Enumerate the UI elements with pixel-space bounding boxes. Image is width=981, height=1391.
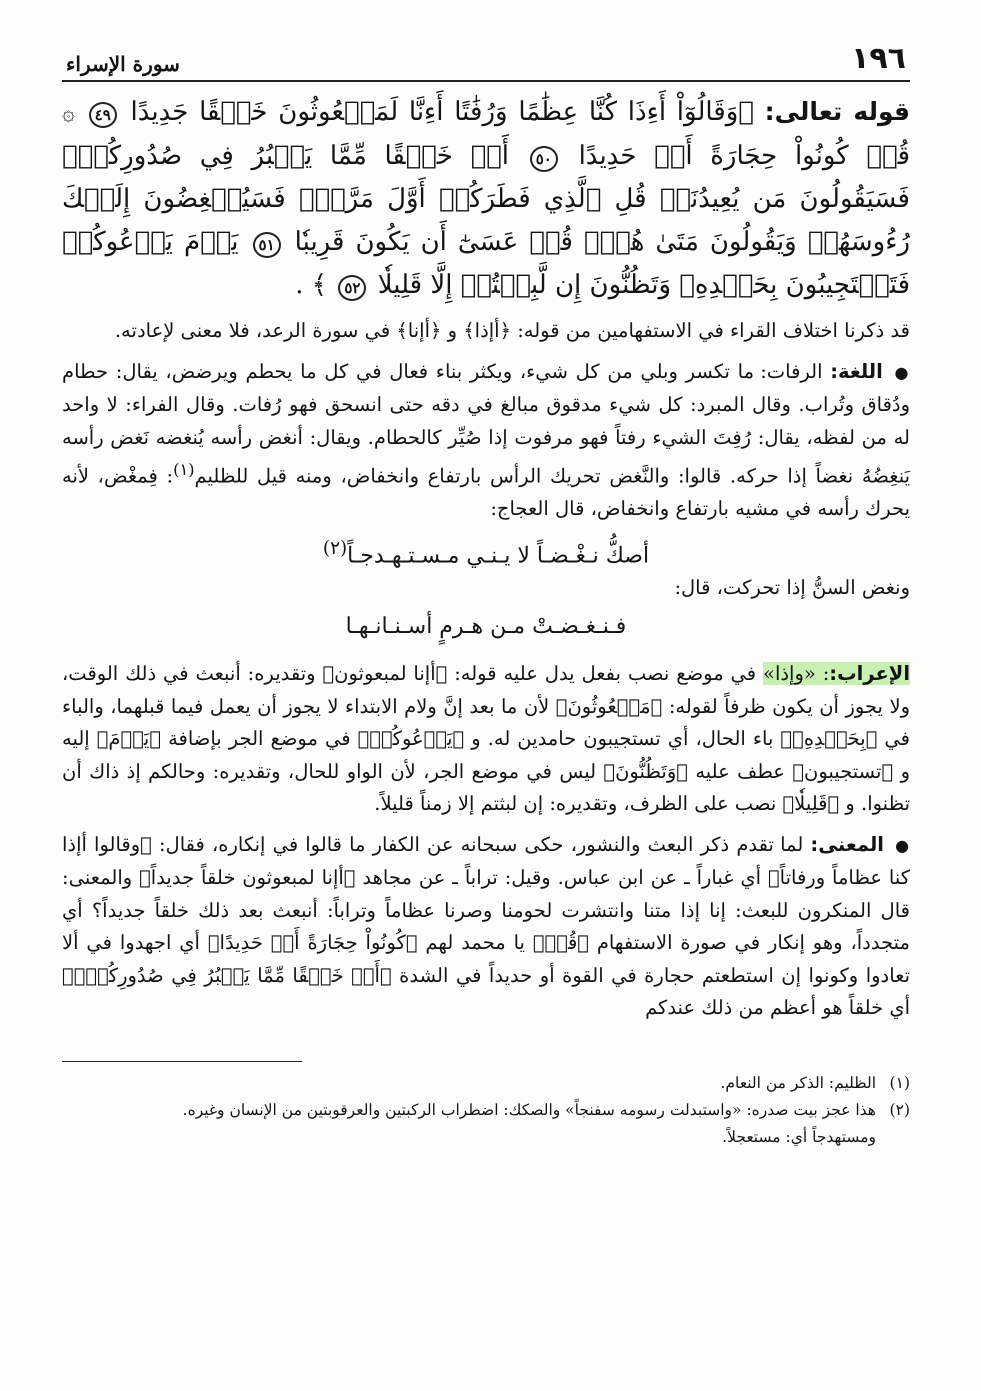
footnote-text: ومستهدجاً أي: مستعجلاً.: [722, 1127, 876, 1146]
quran-segment: أَوۡ خَلۡقًا مِّمَّا يَكۡبُرُ فِي صُدُورِكُمۡۚ فَسَيَقُولُونَ مَن يُعِيدُنَاۖ قُلِ ٱلَّذِي فَطَرَكُمۡ أَوَّلَ مَرَّةٖۚ فَسَيُنۡغِضُونَ إِلَيۡكَ رُءُوسَهُمۡ وَيَقُولُونَ مَتَىٰ هُوَۖ قُلۡ عَسَىٰٓ أَن يَكُونَ قَرِيبٗا: [62, 141, 911, 257]
irab-text: في موضع نصب بفعل يدل عليه قوله: ﴿أإنا لمبعوثون﴾ وتقديره: أنبعث في ذلك الوقت، ولا يجوز أن يكون ظرفاً لقوله: ﴿مَبۡعُوثُونَ﴾ لأن ما بعد إنَّ ولام الابتداء لا يجوز أن يعمل فيما قبلهما، والباء في ﴿بِحَمۡدِهِۦ﴾ باء الحال، أي تستجيبون حامدين له. و ﴿يَدۡعُوكُمۡ﴾ في موضع الجر بإضافة ﴿يَوۡمَ﴾ إليه و ﴿تستجيبون﴾ عطف عليه ﴿وَتَظُنُّونَ﴾ ليس في موضع الجر، لأن الواو للحال، وتقديره: وحالكم إذ ذاك أن تظنوا. و ﴿قَلِيلٗا﴾ نصب على الظرف، وتقديره: إن لبثتم إلا زمناً قليلاً.: [62, 662, 910, 815]
quran-segment: يَوۡمَ يَدۡعُوكُمۡ فَتَسۡتَجِيبُونَ بِحَمۡدِهِۦ وَتَظُنُّونَ إِن لَّبِثۡتُمۡ إِلَّا قَلِيلٗا: [62, 227, 910, 300]
verse-text: أصكُّ نـغْـضـاً لا يـنـي مـسـتـهـدجـاً: [347, 542, 650, 568]
quran-segment: قُلۡ كُونُواْ حِجَارَةً أَوۡ حَدِيدًا: [578, 141, 910, 171]
page: [62, 30, 910, 1151]
footnote-ref[interactable]: (٢): [322, 537, 348, 559]
irab-highlight-text: : «وإذا»: [763, 662, 830, 685]
footnote-number: (٢): [889, 1100, 910, 1119]
bullet-icon: ●: [894, 362, 910, 382]
language-text-after: : فِمغْض، لأنه يحرك رأسه في مشيه بارتفاع وانخفاض، قال العجاج:: [62, 464, 910, 520]
verse-text: فـنـغـضـتْ مـن هـرمٍ أسـنـانـهـا: [345, 614, 627, 639]
language-label: اللغة:: [830, 359, 883, 383]
quran-lead: قوله تعالى:: [764, 97, 911, 126]
page-header: [62, 30, 910, 82]
quran-passage: [62, 90, 910, 307]
footnotes: [62, 1070, 910, 1151]
meaning-section: [62, 829, 910, 1025]
ayah-number: ٥٠: [530, 146, 558, 172]
star-icon: ۞: [62, 101, 75, 126]
language-section: [62, 356, 910, 526]
surah-title: سورة الإسراء: [66, 52, 180, 76]
footnote-number: (١): [889, 1073, 910, 1092]
quran-segment: ﴾ .: [295, 270, 328, 300]
footnote-text: هذا عجز بيت صدره: «واستبدلت رسومه سفنجاً» والصكك: اضطراب الركبتين والعرقوبتين من الإنسان وغيره.: [182, 1100, 876, 1119]
footnote-item: [62, 1124, 910, 1151]
footnote-item: [62, 1070, 910, 1097]
footnote-text: الظليم: الذكر من النعام.: [720, 1073, 876, 1092]
page-number: ١٩٦: [851, 41, 906, 76]
bullet-icon: ●: [895, 835, 910, 855]
quran-segment: ﴿وَقَالُوٓاْ أَءِذَا كُنَّا عِظَٰمًا وَرُفَٰتًا أَءِنَّا لَمَبۡعُوثُونَ خَلۡقًا جَدِيدًا: [130, 97, 754, 127]
ayah-number: ٥٢: [338, 275, 366, 301]
language-line-2: ونغض السنُّ إذا تحركت، قال:: [674, 575, 910, 599]
poetry-verse-2: [62, 604, 910, 650]
poetry-verse-1: [62, 526, 910, 572]
footnote-ref[interactable]: (١): [173, 460, 195, 479]
irab-highlight: [763, 662, 910, 685]
footnote-number: [876, 1124, 910, 1151]
footnote-item: [62, 1097, 910, 1124]
ayah-number: ٥١: [253, 232, 281, 258]
meaning-label: المعنى:: [810, 832, 884, 856]
language-text: الرفات: ما تكسر وبلي من كل شيء، ويكثر بناء فعال في كل ما يحطم ويرضض، يقال: حطام ودُقاق وتُراب. وقال المبرد: كل شيء مدقوق مبالغ في دقه حتى انسحق فهو رُفات. وقال الفراء: لا واحد له من لفظه، يقال: رُفِتَ الشيء رفتاً فهو مرفوت إذا صُيِّر كالحطام. ويقال: أنغض رأسه يُنغضه نَغض رأسه يَنغِضُهُ نغضاً إذا حركه. قالوا: والنَّغض تحريك الرأس بارتفاع وانخفاض، ومنه قيل للظليم: [62, 359, 910, 488]
meaning-text: لما تقدم ذكر البعث والنشور، حكى سبحانه عن الكفار ما قالوا في إنكاره، فقال: ﴿وقالوا أإذا كنا عظاماً ورفاتاً﴾ أي غباراً ـ عن ابن عباس. وقيل: تراباً ـ عن مجاهد ﴿أإنا لمبعوثون خلقاً جديداً﴾ والمعنى: قال المنكرون للبعث: إنا إذا متنا وانتشرت لحومنا وصرنا عظاماً وتراباً: أنبعث بعد ذلك خلقاً جديداً؟ أي متجدداً، وهو إنكار في صورة الاستفهام ﴿قُلۡ﴾ يا محمد لهم ﴿كُونُواْ حِجَارَةً أَوۡ حَدِيدًا﴾ أي اجهدوا في ألا تعادوا وكونوا إن استطعتم حجارة في القوة أو حديداً في الشدة ﴿أَوۡ خَلۡقًا مِّمَّا يَكۡبُرُ فِي صُدُورِكُمۡۚ﴾ أي خلقاً هو أعظم من ذلك عندكم: [62, 832, 910, 1019]
irab-section: [62, 658, 910, 821]
intro-paragraph: قد ذكرنا اختلاف القراء في الاستفهامين من قوله: ﴿أإذا﴾ و ﴿أإنا﴾ في سورة الرعد، فلا معنى لإعادته.: [114, 319, 910, 342]
irab-label: الإعراب:: [829, 662, 910, 685]
ayah-number: ٤٩: [89, 102, 117, 128]
footnote-divider: [62, 1061, 302, 1062]
